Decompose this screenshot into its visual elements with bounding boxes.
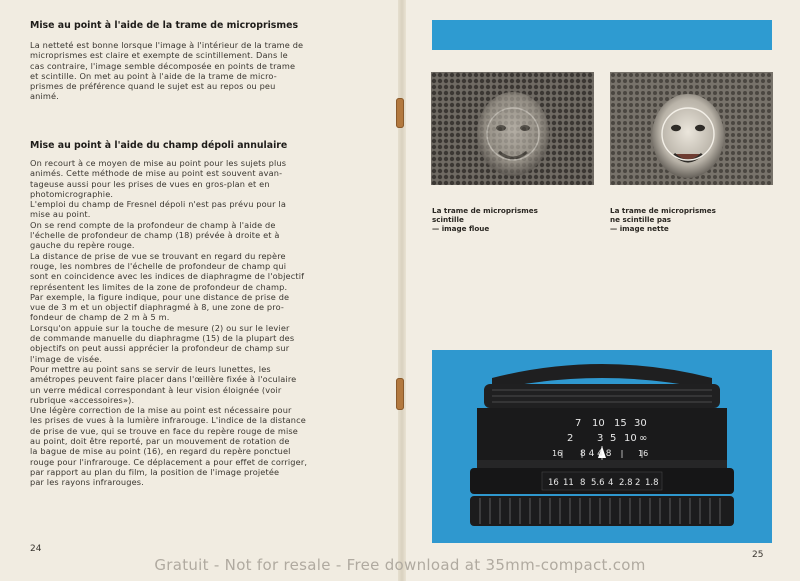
staple-top (396, 98, 404, 128)
book-gutter (398, 0, 406, 581)
lens-depth-16-right: 16 (638, 449, 649, 458)
lens-m-3: 3 (597, 433, 604, 444)
child-portrait-blurry (431, 72, 594, 185)
lens-feet-10: 10 (592, 418, 605, 429)
lens-depth-center: 8 4 4 8 (580, 449, 612, 459)
lens-feet-7: 7 (575, 418, 582, 429)
blue-header-bar (432, 20, 772, 50)
lens-aperture-2-8: 2.8 (619, 478, 633, 488)
caption-blurry: La trame de microprismes scintille — image floue (432, 206, 538, 234)
lens-aperture-4: 4 (608, 478, 614, 488)
child-portrait-sharp (610, 72, 773, 185)
lens-barrel-graphic (432, 350, 772, 543)
lens-m-5: 5 (610, 433, 617, 444)
lens-aperture-2: 2 (635, 478, 641, 488)
lens-feet-30: 30 (634, 418, 647, 429)
lens-m-10: 10 (624, 433, 637, 444)
lens-illustration (432, 350, 772, 543)
footer-watermark: Gratuit - Not for resale - Free download at 35mm-compact.com (154, 556, 646, 574)
paragraph-microprism: La netteté est bonne lorsque l'image à l'intérieur de la trame de microprismes est claire et exempte de scintillement. Dans le cas contraire, l'image semble décomposée en points de trame et scintille. On met au point à l'aide de la trame de micro- prismes de préférence quand le sujet est au repos ou peu animé. (30, 40, 304, 102)
lens-aperture-16: 16 (548, 478, 559, 488)
lens-m-inf: ∞ (639, 433, 648, 444)
lens-m-2: 2 (567, 433, 574, 444)
lens-aperture-1-8: 1.8 (645, 478, 659, 488)
lens-aperture-11: 11 (563, 478, 574, 488)
paragraph-ground-glass: On recourt à ce moyen de mise au point pour les sujets plus animés. Cette méthode de mise au point est souvent avan- tageuse aussi pour les prises de vues en gros-plan et en photomicrographie. L'emploi du champ de Fresnel dépoli n'est pas prévu pour la mise au point. On se rend compte de la profondeur de champ à l'aide de l'échelle de profondeur de champ (18) prévée à droite et à gauche du repère rouge. La distance de prise de vue se trouvant en regard du repère rouge, les nombres de l'échelle de profondeur de champ qui sont en coincidence avec les indices de diaphragme de l'objectif représentent les limites de la zone de profondeur de champ. Par exemple, la figure indique, pour une distance de prise de vue de 3 m et un objectif diaphragmé à 8, une zone de pro- fondeur de champ de 2 m à 5 m. Lorsqu'on appuie sur la touche de mesure (2) ou sur le levier de commande manuelle du diaphragme (15) de la plupart des objectifs on peut aussi apprécier la profondeur de champ sur l'image de visée. Pour mettre au point sans se servir de leurs lunettes, les amétropes peuvent faire placer dans l'œillère fixée à l'oculaire un verre médical correspondant à leur vision éloignée (voir rubrique «accessoires»). Une légère correction de la mise au point est nécessaire pour les prises de vues à la lumière infrarouge. L'indice de la distance de prise de vue, qui se trouve en face du repère rouge de mise au point, doit être reporté, par un mouvement de rotation de la bague de mise au point (16), en regard du repère ponctuel rouge pour l'infrarouge. Ce déplacement a pour effet de corriger, par rapport au plan du film, la position de l'image projetée par les rayons infrarouges. (30, 158, 308, 488)
right-page (402, 0, 800, 581)
heading-microprism: Mise au point à l'aide de la trame de microprismes (30, 20, 299, 31)
lens-feet-15: 15 (614, 418, 627, 429)
photo-sharp-microprism (610, 72, 773, 185)
caption-sharp: La trame de microprismes ne scintille pas — image nette (610, 206, 716, 234)
lens-aperture-5-6: 5.6 (591, 478, 605, 488)
staple-bottom (396, 378, 404, 410)
lens-aperture-8: 8 (580, 478, 586, 488)
lens-depth-16-left: 16 (552, 449, 563, 458)
photo-blurry-microprism (431, 72, 594, 185)
page-number-left: 24 (30, 544, 42, 554)
heading-ground-glass: Mise au point à l'aide du champ dépoli annulaire (30, 140, 288, 151)
page-number-right: 25 (752, 550, 764, 560)
